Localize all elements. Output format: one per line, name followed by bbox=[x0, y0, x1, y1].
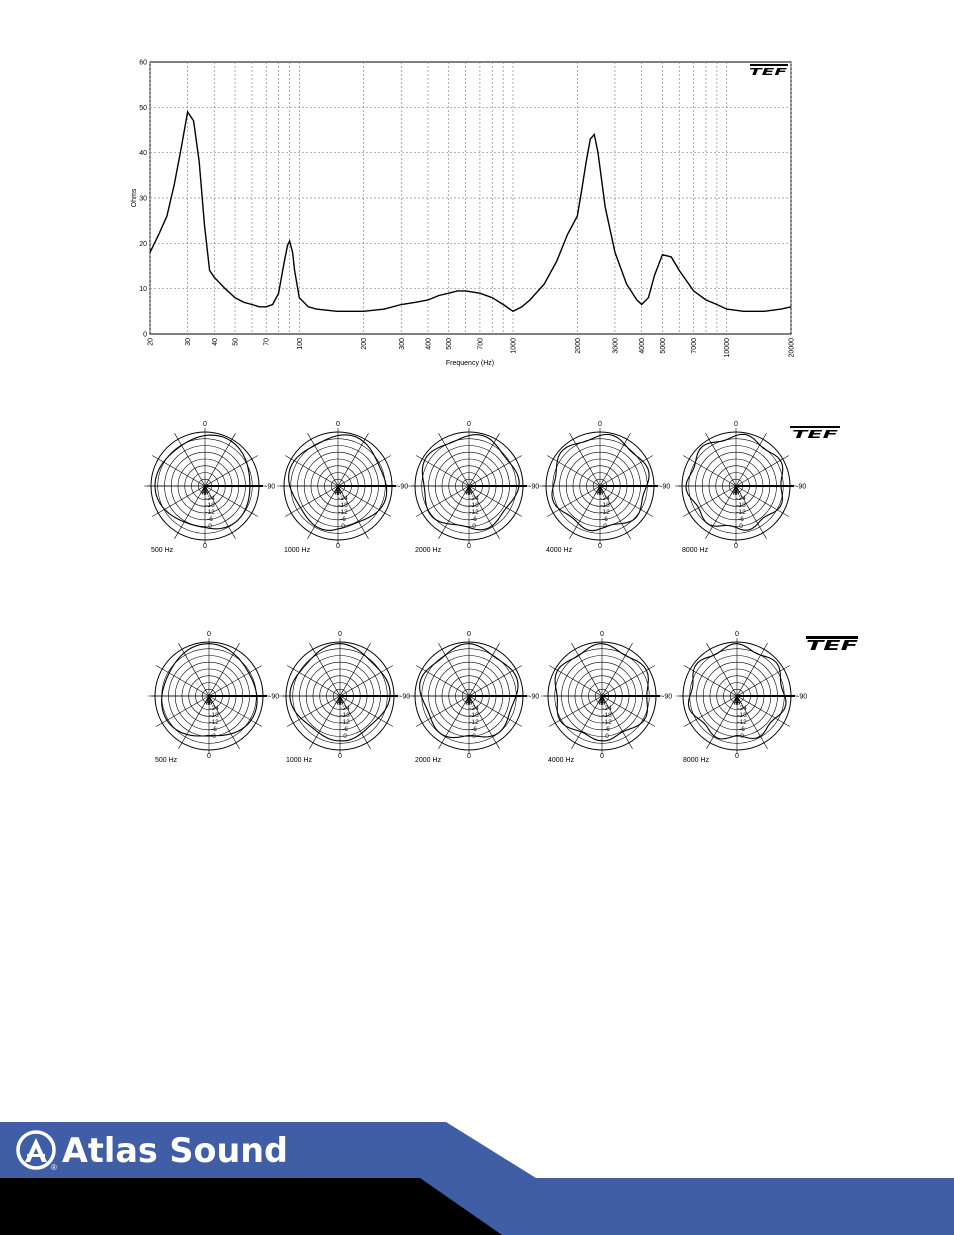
x-tick-label: 20000 bbox=[788, 338, 796, 358]
y-tick-label: 0 bbox=[143, 331, 147, 339]
x-tick-labels bbox=[148, 338, 796, 358]
polar-radial-label: -24 bbox=[602, 705, 612, 712]
polar-frequency-label: 500 Hz bbox=[151, 547, 174, 554]
y-tick-label: 60 bbox=[139, 59, 147, 67]
polar-radial-label: -12 bbox=[205, 509, 215, 516]
polar-angle-label-right: -90 bbox=[529, 693, 540, 701]
polar-angle-label-right: -90 bbox=[660, 483, 671, 491]
polar-angle-label-top: 0 bbox=[467, 421, 471, 428]
polar-radial-label: -12 bbox=[209, 719, 219, 726]
polar-radial-label: -24 bbox=[209, 705, 219, 712]
polar-radial-label: -24 bbox=[338, 495, 348, 502]
polar-angle-label-top: 0 bbox=[336, 421, 340, 428]
polar-angle-label-bottom: 0 bbox=[203, 543, 207, 550]
polar-angle-label-top: 0 bbox=[734, 421, 738, 428]
polar-angle-label-top: 0 bbox=[735, 631, 739, 638]
polar-radial-label: -24 bbox=[736, 495, 746, 502]
polar-frequency-label: 8000 Hz bbox=[683, 757, 710, 764]
polar-angle-label-bottom: 0 bbox=[467, 753, 471, 760]
polar-plot bbox=[676, 631, 807, 764]
polar-angle-label-right: -90 bbox=[662, 693, 673, 701]
polar-radial-label: -12 bbox=[469, 719, 479, 726]
polar-plot bbox=[408, 421, 539, 554]
polar-angle-label-top: 0 bbox=[467, 631, 471, 638]
polar-angle-label-bottom: 0 bbox=[336, 543, 340, 550]
polar-radial-label: -6 bbox=[340, 516, 346, 523]
polar-angle-label-top: 0 bbox=[203, 421, 207, 428]
polar-angle-label-bottom: 0 bbox=[598, 543, 602, 550]
polar-radial-label: -18 bbox=[469, 502, 479, 509]
x-tick-label: 4000 bbox=[639, 338, 647, 354]
polar-radial-label: 0 bbox=[341, 523, 345, 530]
polar-plot bbox=[279, 631, 410, 764]
y-tick-labels bbox=[139, 60, 147, 339]
tef-logo-icon bbox=[790, 426, 840, 441]
y-tick-label: 30 bbox=[139, 195, 147, 203]
y-tick-label: 40 bbox=[139, 150, 147, 158]
polar-angle-label-bottom: 0 bbox=[734, 543, 738, 550]
polar-row-2 bbox=[0, 620, 954, 770]
x-tick-label: 30 bbox=[185, 338, 193, 346]
x-tick-label: 700 bbox=[477, 338, 485, 350]
x-tick-label: 5000 bbox=[659, 338, 667, 354]
polar-radial-label: -24 bbox=[205, 495, 215, 502]
polar-angle-label-top: 0 bbox=[598, 421, 602, 428]
polar-radial-label: -6 bbox=[471, 726, 477, 733]
polar-angle-label-right: -90 bbox=[796, 483, 807, 491]
tef-logo-icon bbox=[806, 636, 858, 654]
polar-radial-label: 0 bbox=[739, 523, 743, 530]
x-tick-label: 40 bbox=[211, 338, 219, 346]
polar-radial-label: -18 bbox=[340, 712, 350, 719]
polar-radial-label: -18 bbox=[205, 502, 215, 509]
polar-radial-label: -18 bbox=[338, 502, 348, 509]
polar-angle-label-right: -90 bbox=[529, 483, 540, 491]
polar-radial-label: -18 bbox=[602, 712, 612, 719]
polar-plot bbox=[277, 421, 408, 554]
polar-frequency-label: 500 Hz bbox=[155, 757, 178, 764]
polar-radial-label: 0 bbox=[603, 523, 607, 530]
polar-plot bbox=[408, 631, 539, 764]
footer-black-shape bbox=[0, 1178, 502, 1235]
x-tick-label: 10000 bbox=[724, 338, 732, 358]
polar-radial-label: 0 bbox=[740, 733, 744, 740]
polar-frequency-label: 1000 Hz bbox=[286, 757, 313, 764]
polar-radial-label: -12 bbox=[602, 719, 612, 726]
polar-radial-label: 0 bbox=[605, 733, 609, 740]
polar-radial-label: -24 bbox=[737, 705, 747, 712]
polar-angle-label-bottom: 0 bbox=[735, 753, 739, 760]
polar-angle-label-right: -90 bbox=[398, 483, 409, 491]
polar-plot bbox=[541, 631, 672, 764]
y-tick-label: 10 bbox=[139, 286, 147, 294]
polar-radial-label: 0 bbox=[472, 733, 476, 740]
polar-radial-label: -6 bbox=[604, 726, 610, 733]
polar-radial-label: -24 bbox=[340, 705, 350, 712]
polar-radial-label: 0 bbox=[472, 523, 476, 530]
polar-radial-label: -12 bbox=[736, 509, 746, 516]
polar-radial-label: -18 bbox=[737, 712, 747, 719]
tef-logo-text: TEF bbox=[792, 428, 839, 441]
polar-angle-label-bottom: 0 bbox=[467, 543, 471, 550]
polar-radial-label: -6 bbox=[342, 726, 348, 733]
polar-radial-label: -6 bbox=[207, 516, 213, 523]
y-tick-label: 20 bbox=[139, 240, 147, 248]
impedance-chart bbox=[0, 0, 954, 380]
polar-radial-label: -24 bbox=[600, 495, 610, 502]
polar-radial-label: -6 bbox=[602, 516, 608, 523]
polar-radial-label: 0 bbox=[208, 523, 212, 530]
polar-angle-label-bottom: 0 bbox=[600, 753, 604, 760]
polar-response-curve bbox=[686, 434, 783, 530]
polar-radial-label: -6 bbox=[471, 516, 477, 523]
x-tick-label: 500 bbox=[446, 338, 454, 350]
x-tick-label: 300 bbox=[398, 338, 406, 350]
x-tick-label: 100 bbox=[296, 338, 304, 350]
polar-radial-label: -12 bbox=[340, 719, 350, 726]
polar-angle-label-right: -90 bbox=[400, 693, 411, 701]
polar-response-curve bbox=[289, 435, 387, 531]
x-tick-label: 3000 bbox=[612, 338, 620, 354]
polar-frequency-label: 8000 Hz bbox=[682, 547, 709, 554]
polar-plot bbox=[675, 421, 806, 554]
polar-radial-label: -24 bbox=[469, 495, 479, 502]
y-tick-label: 50 bbox=[139, 104, 147, 112]
polar-radial-label: -6 bbox=[739, 726, 745, 733]
polar-radial-label: -24 bbox=[469, 705, 479, 712]
polar-radial-label: -6 bbox=[738, 516, 744, 523]
x-tick-label: 1000 bbox=[510, 338, 518, 354]
x-tick-label: 200 bbox=[361, 338, 369, 350]
polar-angle-label-right: -90 bbox=[265, 483, 276, 491]
polar-radial-label: -18 bbox=[209, 712, 219, 719]
polar-frequency-label: 4000 Hz bbox=[546, 547, 573, 554]
polar-radial-label: 0 bbox=[212, 733, 216, 740]
polar-frequency-label: 1000 Hz bbox=[284, 547, 311, 554]
polar-angle-label-top: 0 bbox=[600, 631, 604, 638]
footer-band bbox=[0, 1120, 954, 1235]
polar-radial-label: -18 bbox=[600, 502, 610, 509]
registered-mark: ® bbox=[51, 1163, 57, 1172]
x-tick-label: 400 bbox=[425, 338, 433, 350]
polar-plots bbox=[144, 421, 806, 554]
x-axis-label: Frequency (Hz) bbox=[445, 360, 495, 367]
polar-radial-label: -12 bbox=[737, 719, 747, 726]
x-tick-label: 7000 bbox=[691, 338, 699, 354]
tef-logo-icon bbox=[749, 64, 788, 78]
polar-angle-label-bottom: 0 bbox=[338, 753, 342, 760]
polar-row-1 bbox=[0, 410, 954, 560]
polar-radial-label: -18 bbox=[736, 502, 746, 509]
polar-plots bbox=[148, 631, 807, 764]
y-axis-label: Ohms bbox=[131, 188, 138, 208]
polar-angle-label-top: 0 bbox=[207, 631, 211, 638]
polar-frequency-label: 4000 Hz bbox=[548, 757, 575, 764]
polar-plot bbox=[148, 631, 279, 764]
polar-radial-label: -6 bbox=[211, 726, 217, 733]
brand-name: Atlas Sound bbox=[62, 1131, 288, 1171]
polar-angle-label-right: -90 bbox=[269, 693, 280, 701]
polar-radial-label: -12 bbox=[600, 509, 610, 516]
polar-radial-label: -18 bbox=[469, 712, 479, 719]
polar-radial-label: -12 bbox=[338, 509, 348, 516]
polar-angle-label-right: -90 bbox=[797, 693, 808, 701]
tef-logo-text: TEF bbox=[749, 67, 788, 78]
x-tick-label: 70 bbox=[263, 338, 271, 346]
tef-logo-text: TEF bbox=[806, 639, 859, 654]
polar-angle-label-top: 0 bbox=[338, 631, 342, 638]
polar-angle-label-bottom: 0 bbox=[207, 753, 211, 760]
polar-frequency-label: 2000 Hz bbox=[415, 547, 442, 554]
x-tick-label: 50 bbox=[232, 338, 240, 346]
polar-radial-label: 0 bbox=[343, 733, 347, 740]
polar-plot bbox=[539, 421, 670, 554]
x-tick-label: 2000 bbox=[574, 338, 582, 354]
polar-radial-label: -12 bbox=[469, 509, 479, 516]
polar-plot bbox=[144, 421, 275, 554]
polar-frequency-label: 2000 Hz bbox=[415, 757, 442, 764]
x-tick-label: 20 bbox=[147, 338, 155, 346]
